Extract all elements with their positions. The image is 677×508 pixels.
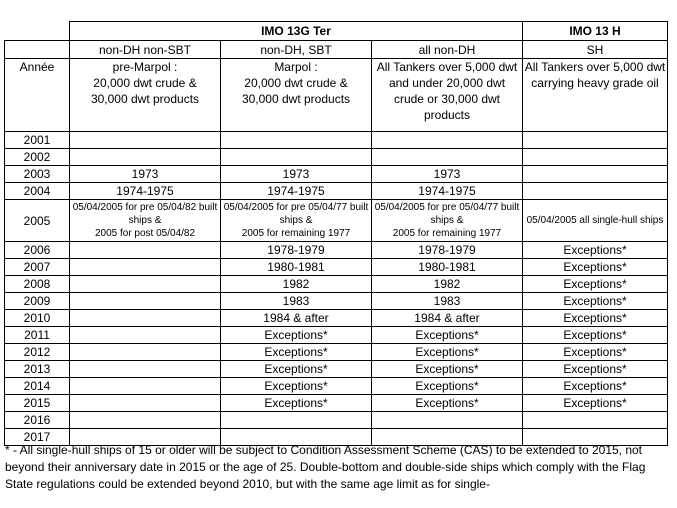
- group-header-row: [5, 22, 668, 41]
- table-cell: [70, 293, 221, 310]
- table-cell: 1982: [221, 276, 372, 293]
- table-row: [5, 259, 668, 276]
- table-row: [5, 378, 668, 395]
- table-cell: [221, 149, 372, 166]
- table-cell: Exceptions*: [221, 327, 372, 344]
- corner-cell: [5, 22, 70, 41]
- table-row: [5, 149, 668, 166]
- year-column-label: Année: [5, 59, 70, 132]
- table-cell: Exceptions*: [523, 293, 668, 310]
- table-row: [5, 183, 668, 200]
- table-cell: Exceptions*: [523, 242, 668, 259]
- table-cell: Exceptions*: [221, 344, 372, 361]
- table-cell: 1973: [221, 166, 372, 183]
- table-cell: 05/04/2005 for pre 05/04/77 built ships & 2005 for remaining 1977: [221, 200, 372, 242]
- table-cell: Exceptions*: [523, 378, 668, 395]
- table-row: [5, 395, 668, 412]
- year-cell: 2014: [5, 378, 70, 395]
- table-cell: [523, 412, 668, 429]
- table-row: [5, 327, 668, 344]
- table-cell: Exceptions*: [372, 344, 523, 361]
- table-cell: [372, 132, 523, 149]
- year-cell: 2003: [5, 166, 70, 183]
- table-cell: [70, 361, 221, 378]
- table-row: [5, 344, 668, 361]
- table-cell: 1974-1975: [221, 183, 372, 200]
- table-cell: 1973: [70, 166, 221, 183]
- year-cell: 2017: [5, 429, 70, 446]
- table-cell: [372, 412, 523, 429]
- table-row: [5, 276, 668, 293]
- table-cell: Exceptions*: [523, 310, 668, 327]
- table-cell: Exceptions*: [221, 361, 372, 378]
- table-row: [5, 361, 668, 378]
- table-cell: 1978-1979: [221, 242, 372, 259]
- table-cell: Exceptions*: [523, 361, 668, 378]
- table-row: [5, 293, 668, 310]
- group-header-imo13h: IMO 13 H: [523, 22, 668, 41]
- table-cell: 1974-1975: [70, 183, 221, 200]
- table-cell: Exceptions*: [372, 327, 523, 344]
- table-cell: Exceptions*: [221, 395, 372, 412]
- table-cell: Exceptions*: [372, 378, 523, 395]
- table-cell: Exceptions*: [523, 344, 668, 361]
- year-cell: 2010: [5, 310, 70, 327]
- column-header-spacer: [5, 41, 70, 59]
- year-cell: 2009: [5, 293, 70, 310]
- table-row: [5, 166, 668, 183]
- table-cell: [221, 412, 372, 429]
- table-cell: [523, 149, 668, 166]
- table-cell: [523, 183, 668, 200]
- year-cell: 2007: [5, 259, 70, 276]
- table-cell: [70, 259, 221, 276]
- table-cell: [70, 344, 221, 361]
- description-cell: All Tankers over 5,000 dwt carrying heavy grade oil: [523, 59, 668, 132]
- table-cell: Exceptions*: [221, 378, 372, 395]
- table-cell: [70, 378, 221, 395]
- table-cell: 05/04/2005 all single-hull ships: [523, 200, 668, 242]
- description-cell: All Tankers over 5,000 dwt and under 20,000 dwt crude or 30,000 dwt products: [372, 59, 523, 132]
- table-cell: Exceptions*: [523, 259, 668, 276]
- table-cell: [70, 276, 221, 293]
- year-cell: 2013: [5, 361, 70, 378]
- year-cell: 2008: [5, 276, 70, 293]
- table-cell: [70, 242, 221, 259]
- table-cell: Exceptions*: [523, 327, 668, 344]
- table-cell: [523, 132, 668, 149]
- table-row: [5, 412, 668, 429]
- table-cell: [70, 395, 221, 412]
- table-cell: Exceptions*: [523, 395, 668, 412]
- imo-phase-out-table: [4, 21, 668, 446]
- table-cell: 1974-1975: [372, 183, 523, 200]
- table-cell: Exceptions*: [372, 395, 523, 412]
- table-cell: 05/04/2005 for pre 05/04/77 built ships & 2005 for remaining 1977: [372, 200, 523, 242]
- table-cell: Exceptions*: [372, 361, 523, 378]
- table-cell: 1983: [221, 293, 372, 310]
- table-cell: [221, 132, 372, 149]
- table-cell: 1984 & after: [221, 310, 372, 327]
- table-cell: [70, 132, 221, 149]
- table-cell: [372, 149, 523, 166]
- table-cell: [70, 149, 221, 166]
- table-row: [5, 132, 668, 149]
- table-cell: 1980-1981: [221, 259, 372, 276]
- table-cell: 1983: [372, 293, 523, 310]
- year-cell: 2001: [5, 132, 70, 149]
- table-row: [5, 310, 668, 327]
- year-cell: 2006: [5, 242, 70, 259]
- column-header: non-DH, SBT: [221, 41, 372, 59]
- table-cell: [70, 412, 221, 429]
- table-row: [5, 200, 668, 242]
- column-header: all non-DH: [372, 41, 523, 59]
- column-header: SH: [523, 41, 668, 59]
- year-cell: 2015: [5, 395, 70, 412]
- table-cell: 1984 & after: [372, 310, 523, 327]
- table-cell: 1973: [372, 166, 523, 183]
- table-cell: 1982: [372, 276, 523, 293]
- table-cell: Exceptions*: [523, 276, 668, 293]
- column-header: non-DH non-SBT: [70, 41, 221, 59]
- table-cell: 1978-1979: [372, 242, 523, 259]
- table-cell: [523, 166, 668, 183]
- table-cell: 1980-1981: [372, 259, 523, 276]
- table-cell: [70, 327, 221, 344]
- year-cell: 2002: [5, 149, 70, 166]
- table-row: [5, 242, 668, 259]
- year-cell: 2011: [5, 327, 70, 344]
- year-cell: 2004: [5, 183, 70, 200]
- description-cell: pre-Marpol : 20,000 dwt crude & 30,000 dwt products: [70, 59, 221, 132]
- column-header-row: [5, 41, 668, 59]
- year-cell: 2016: [5, 412, 70, 429]
- year-cell: 2012: [5, 344, 70, 361]
- year-cell: 2005: [5, 200, 70, 242]
- description-row: [5, 59, 668, 132]
- group-header-imo13g: IMO 13G Ter: [70, 22, 523, 41]
- description-cell: Marpol : 20,000 dwt crude & 30,000 dwt products: [221, 59, 372, 132]
- footnote: * - All single-hull ships of 15 or older will be subject to Condition Assessment Scheme (CAS) to be extended to 2015, not beyond their anniversary date in 2015 or the age of 25. Double-bottom and double-side ships which comply with the Flag State regulations could be extended beyond 2010, but with the same age limit as for single-: [5, 443, 646, 491]
- table-cell: [70, 310, 221, 327]
- table-cell: 05/04/2005 for pre 05/04/82 built ships & 2005 for post 05/04/82: [70, 200, 221, 242]
